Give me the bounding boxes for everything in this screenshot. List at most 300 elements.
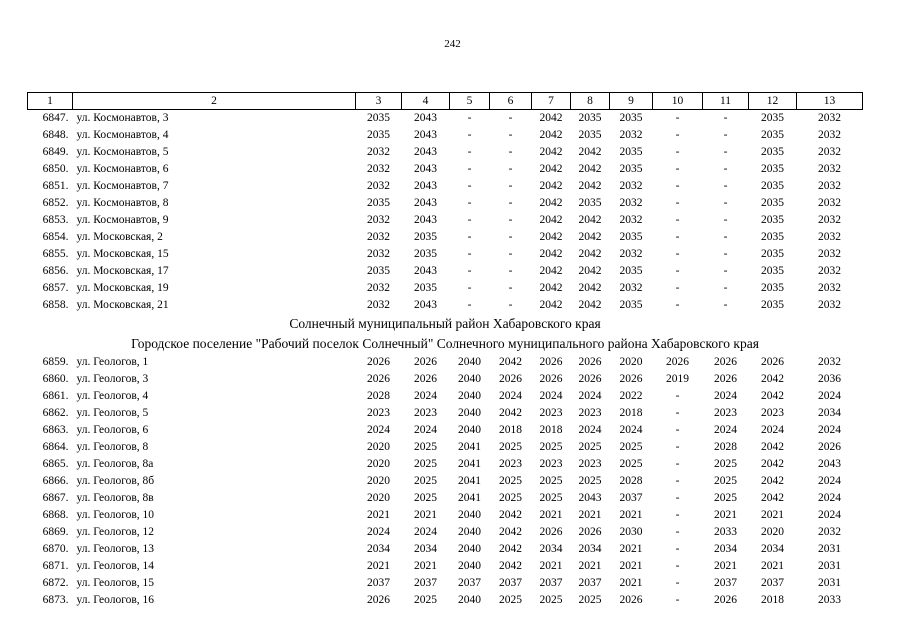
table-row <box>28 354 863 371</box>
header-col-1: 1 <box>28 93 73 110</box>
year-cell: 2036 <box>818 373 841 385</box>
table-row <box>28 592 863 609</box>
row-number: 6859. <box>42 356 69 368</box>
year-cell: 2032 <box>818 112 841 124</box>
header-col-11: 11 <box>703 93 749 110</box>
year-cell: - <box>675 407 680 419</box>
year-cell: 2026 <box>714 594 737 606</box>
year-cell: 2043 <box>414 163 437 175</box>
year-cell: - <box>675 560 680 572</box>
year-cell: 2026 <box>578 356 602 368</box>
table-row <box>28 405 863 422</box>
year-cell: 2031 <box>818 560 841 572</box>
year-cell: 2025 <box>714 492 737 504</box>
year-cell: - <box>675 129 680 141</box>
table-row <box>28 246 863 263</box>
table-row <box>28 371 863 388</box>
year-cell: 2026 <box>761 356 784 368</box>
year-cell: 2035 <box>619 146 643 158</box>
table-body <box>28 110 863 610</box>
year-cell: 2024 <box>818 424 841 436</box>
section-heading-row <box>28 314 863 334</box>
year-cell: 2023 <box>578 458 602 470</box>
year-cell: - <box>508 214 513 226</box>
year-cell: 2032 <box>818 248 841 260</box>
header-col-3: 3 <box>356 93 402 110</box>
year-cell: 2020 <box>367 492 390 504</box>
year-cell: 2032 <box>367 231 390 243</box>
year-cell: 2021 <box>714 509 737 521</box>
year-cell: 2040 <box>458 373 481 385</box>
year-cell: 2024 <box>578 424 602 436</box>
address-cell: ул. Космонавтов, 3 <box>76 112 169 124</box>
year-cell: 2025 <box>714 475 737 487</box>
year-cell: 2042 <box>539 282 563 294</box>
year-cell: 2021 <box>761 509 784 521</box>
year-cell: 2035 <box>414 231 437 243</box>
year-cell: 2037 <box>414 577 437 589</box>
year-cell: 2025 <box>714 458 737 470</box>
year-cell: 2021 <box>367 560 390 572</box>
address-cell: ул. Геологов, 1 <box>76 356 149 368</box>
row-number: 6872. <box>42 577 69 589</box>
year-cell: - <box>675 424 680 436</box>
address-cell: ул. Геологов, 13 <box>76 543 155 555</box>
year-cell: 2042 <box>761 441 784 453</box>
section-heading: Солнечный муниципальный район Хабаровского края <box>289 316 601 331</box>
year-cell: 2025 <box>414 492 437 504</box>
page-number: 242 <box>444 38 461 50</box>
year-cell: 2026 <box>539 356 563 368</box>
year-cell: 2020 <box>367 475 390 487</box>
row-number: 6871. <box>42 560 69 572</box>
year-cell: 2021 <box>367 509 390 521</box>
year-cell: - <box>675 214 680 226</box>
year-cell: 2021 <box>539 509 563 521</box>
year-cell: 2020 <box>367 441 390 453</box>
row-number: 6849. <box>42 146 69 158</box>
row-number: 6853. <box>42 214 69 226</box>
year-cell: - <box>723 146 728 158</box>
header-row <box>28 93 863 110</box>
year-cell: 2042 <box>761 373 784 385</box>
year-cell: 2042 <box>578 180 602 192</box>
year-cell: 2032 <box>619 129 643 141</box>
year-cell: 2028 <box>619 475 643 487</box>
table-row <box>28 212 863 229</box>
row-number: 6856. <box>42 265 69 277</box>
year-cell: 2032 <box>818 299 841 311</box>
year-cell: 2041 <box>458 458 481 470</box>
year-cell: 2024 <box>818 390 841 402</box>
year-cell: 2024 <box>818 492 841 504</box>
year-cell: 2032 <box>818 163 841 175</box>
year-cell: 2040 <box>458 407 481 419</box>
row-number: 6855. <box>42 248 69 260</box>
year-cell: 2041 <box>458 475 481 487</box>
year-cell: 2032 <box>818 231 841 243</box>
year-cell: - <box>723 112 728 124</box>
year-cell: 2032 <box>818 356 841 368</box>
year-cell: 2034 <box>818 407 841 419</box>
address-cell: ул. Московская, 15 <box>76 248 169 260</box>
row-number: 6854. <box>42 231 69 243</box>
year-cell: - <box>467 248 472 260</box>
year-cell: 2042 <box>761 390 784 402</box>
year-cell: 2032 <box>619 248 643 260</box>
year-cell: - <box>508 129 513 141</box>
year-cell: 2033 <box>818 594 841 606</box>
year-cell: 2043 <box>578 492 602 504</box>
year-cell: 2032 <box>818 526 841 538</box>
year-cell: 2043 <box>414 112 437 124</box>
year-cell: 2021 <box>619 577 643 589</box>
year-cell: - <box>508 265 513 277</box>
row-number: 6851. <box>42 180 69 192</box>
table-row <box>28 127 863 144</box>
table-row <box>28 388 863 405</box>
year-cell: - <box>675 299 680 311</box>
year-cell: - <box>467 163 472 175</box>
year-cell: 2024 <box>619 424 643 436</box>
header-col-5: 5 <box>450 93 490 110</box>
year-cell: 2026 <box>414 356 437 368</box>
year-cell: 2032 <box>367 180 390 192</box>
year-cell: 2040 <box>458 509 481 521</box>
address-cell: ул. Геологов, 5 <box>76 407 149 419</box>
table-row <box>28 195 863 212</box>
year-cell: 2037 <box>619 492 643 504</box>
year-cell: 2042 <box>539 112 563 124</box>
header-col-12: 12 <box>749 93 797 110</box>
year-cell: 2032 <box>367 214 390 226</box>
row-number: 6865. <box>42 458 69 470</box>
year-cell: 2031 <box>818 543 841 555</box>
year-cell: 2035 <box>761 146 784 158</box>
year-cell: 2042 <box>539 180 563 192</box>
address-cell: ул. Космонавтов, 4 <box>76 129 169 141</box>
year-cell: 2037 <box>367 577 390 589</box>
year-cell: 2042 <box>539 231 563 243</box>
year-cell: - <box>675 526 680 538</box>
year-cell: 2024 <box>714 390 737 402</box>
year-cell: - <box>723 248 728 260</box>
year-cell: 2043 <box>414 197 437 209</box>
year-cell: 2026 <box>578 526 602 538</box>
row-number: 6868. <box>42 509 69 521</box>
year-cell: 2025 <box>578 594 602 606</box>
year-cell: 2020 <box>367 458 390 470</box>
year-cell: 2018 <box>619 407 643 419</box>
address-cell: ул. Московская, 17 <box>76 265 169 277</box>
address-cell: ул. Геологов, 8в <box>76 492 154 504</box>
year-cell: 2035 <box>414 282 437 294</box>
year-cell: 2023 <box>761 407 784 419</box>
address-cell: ул. Геологов, 8б <box>76 475 155 487</box>
year-cell: 2035 <box>578 112 602 124</box>
year-cell: 2033 <box>714 526 737 538</box>
year-cell: 2024 <box>761 424 784 436</box>
year-cell: 2024 <box>414 526 437 538</box>
address-cell: ул. Космонавтов, 8 <box>76 197 169 209</box>
year-cell: - <box>508 282 513 294</box>
table-row <box>28 541 863 558</box>
address-cell: ул. Московская, 21 <box>76 299 169 311</box>
header-col-6: 6 <box>490 93 532 110</box>
year-cell: 2042 <box>761 492 784 504</box>
header-col-13: 13 <box>797 93 863 110</box>
year-cell: 2043 <box>414 299 437 311</box>
section-heading: Городское поселение "Рабочий поселок Солнечный" Солнечного муниципального района Хабаровского края <box>131 336 759 351</box>
year-cell: 2024 <box>499 390 522 402</box>
year-cell: 2035 <box>761 214 784 226</box>
year-cell: 2037 <box>499 577 522 589</box>
year-cell: 2021 <box>619 509 643 521</box>
year-cell: 2032 <box>818 265 841 277</box>
year-cell: 2032 <box>818 129 841 141</box>
year-cell: 2043 <box>818 458 841 470</box>
table-row <box>28 524 863 541</box>
header-col-2: 2 <box>73 93 356 110</box>
year-cell: - <box>467 112 472 124</box>
year-cell: 2026 <box>714 373 737 385</box>
year-cell: 2035 <box>761 282 784 294</box>
year-cell: - <box>723 299 728 311</box>
year-cell: 2032 <box>818 180 841 192</box>
table-header <box>28 93 863 110</box>
year-cell: 2026 <box>539 373 563 385</box>
year-cell: - <box>723 265 728 277</box>
header-col-7: 7 <box>532 93 571 110</box>
address-cell: ул. Геологов, 12 <box>76 526 155 538</box>
year-cell: 2023 <box>499 458 522 470</box>
year-cell: - <box>723 180 728 192</box>
year-cell: - <box>508 180 513 192</box>
address-cell: ул. Геологов, 16 <box>76 594 155 606</box>
header-col-9: 9 <box>610 93 653 110</box>
year-cell: 2040 <box>458 543 481 555</box>
year-cell: 2035 <box>414 248 437 260</box>
year-cell: 2025 <box>578 475 602 487</box>
address-cell: ул. Геологов, 3 <box>76 373 149 385</box>
year-cell: 2018 <box>539 424 563 436</box>
row-number: 6861. <box>42 390 69 402</box>
year-cell: - <box>675 543 680 555</box>
address-cell: ул. Геологов, 10 <box>76 509 155 521</box>
year-cell: 2042 <box>761 458 784 470</box>
year-cell: - <box>508 163 513 175</box>
year-cell: - <box>508 197 513 209</box>
year-cell: 2025 <box>619 441 643 453</box>
year-cell: 2032 <box>619 282 643 294</box>
year-cell: 2042 <box>499 560 522 572</box>
row-number: 6873. <box>42 594 69 606</box>
year-cell: 2024 <box>578 390 602 402</box>
row-number: 6848. <box>42 129 69 141</box>
year-cell: 2032 <box>619 214 643 226</box>
year-cell: 2024 <box>367 424 390 436</box>
address-cell: ул. Космонавтов, 9 <box>76 214 169 226</box>
year-cell: - <box>467 197 472 209</box>
data-table <box>27 92 863 609</box>
table-row <box>28 263 863 280</box>
year-cell: 2021 <box>414 560 437 572</box>
table-row <box>28 456 863 473</box>
row-number: 6860. <box>42 373 69 385</box>
year-cell: 2025 <box>499 594 522 606</box>
year-cell: 2032 <box>367 299 390 311</box>
year-cell: - <box>675 231 680 243</box>
year-cell: 2035 <box>367 112 390 124</box>
year-cell: - <box>467 231 472 243</box>
year-cell: 2032 <box>619 197 643 209</box>
table-row <box>28 575 863 592</box>
year-cell: 2040 <box>458 356 481 368</box>
address-cell: ул. Геологов, 14 <box>76 560 155 572</box>
row-number: 6858. <box>42 299 69 311</box>
year-cell: - <box>723 129 728 141</box>
year-cell: 2043 <box>414 129 437 141</box>
year-cell: 2032 <box>367 248 390 260</box>
year-cell: 2042 <box>499 407 522 419</box>
row-number: 6870. <box>42 543 69 555</box>
year-cell: 2021 <box>761 560 784 572</box>
year-cell: 2035 <box>578 129 602 141</box>
year-cell: 2018 <box>499 424 522 436</box>
year-cell: 2035 <box>761 231 784 243</box>
year-cell: - <box>675 441 680 453</box>
year-cell: 2035 <box>761 265 784 277</box>
year-cell: 2026 <box>414 373 437 385</box>
year-cell: 2042 <box>578 214 602 226</box>
year-cell: - <box>723 214 728 226</box>
year-cell: 2025 <box>539 475 563 487</box>
year-cell: 2026 <box>619 373 643 385</box>
year-cell: 2042 <box>539 146 563 158</box>
year-cell: 2042 <box>761 475 784 487</box>
year-cell: - <box>675 577 680 589</box>
year-cell: 2028 <box>367 390 390 402</box>
year-cell: 2018 <box>761 594 784 606</box>
header-col-4: 4 <box>402 93 450 110</box>
year-cell: 2042 <box>499 526 522 538</box>
row-number: 6857. <box>42 282 69 294</box>
address-cell: ул. Космонавтов, 6 <box>76 163 169 175</box>
year-cell: - <box>467 282 472 294</box>
table-row <box>28 473 863 490</box>
year-cell: 2024 <box>367 526 390 538</box>
year-cell: 2042 <box>539 248 563 260</box>
address-cell: ул. Геологов, 8а <box>76 458 154 470</box>
year-cell: 2032 <box>367 146 390 158</box>
year-cell: 2023 <box>539 458 563 470</box>
row-number: 6850. <box>42 163 69 175</box>
year-cell: 2035 <box>619 112 643 124</box>
year-cell: 2021 <box>414 509 437 521</box>
year-cell: 2042 <box>578 299 602 311</box>
year-cell: 2034 <box>539 543 563 555</box>
year-cell: 2021 <box>539 560 563 572</box>
year-cell: 2025 <box>499 441 522 453</box>
table-row <box>28 297 863 314</box>
row-number: 6863. <box>42 424 69 436</box>
year-cell: - <box>467 146 472 158</box>
year-cell: 2019 <box>666 373 689 385</box>
year-cell: 2023 <box>714 407 737 419</box>
year-cell: 2042 <box>578 163 602 175</box>
year-cell: 2026 <box>367 594 390 606</box>
year-cell: - <box>723 282 728 294</box>
year-cell: - <box>675 458 680 470</box>
year-cell: - <box>675 163 680 175</box>
year-cell: 2024 <box>414 424 437 436</box>
year-cell: 2034 <box>761 543 784 555</box>
year-cell: 2042 <box>578 282 602 294</box>
year-cell: 2024 <box>714 424 737 436</box>
year-cell: 2042 <box>578 146 602 158</box>
year-cell: 2028 <box>714 441 737 453</box>
year-cell: 2042 <box>539 197 563 209</box>
year-cell: 2026 <box>619 594 643 606</box>
row-number: 6847. <box>42 112 69 124</box>
table-row <box>28 229 863 246</box>
table-row <box>28 422 863 439</box>
year-cell: 2026 <box>499 373 522 385</box>
year-cell: 2042 <box>578 265 602 277</box>
row-number: 6866. <box>42 475 69 487</box>
year-cell: 2032 <box>619 180 643 192</box>
year-cell: 2025 <box>414 458 437 470</box>
year-cell: - <box>467 214 472 226</box>
year-cell: 2026 <box>666 356 689 368</box>
year-cell: 2035 <box>578 197 602 209</box>
year-cell: 2035 <box>619 163 643 175</box>
year-cell: 2034 <box>367 543 390 555</box>
year-cell: - <box>467 180 472 192</box>
table-row <box>28 110 863 128</box>
year-cell: 2025 <box>499 492 522 504</box>
year-cell: 2020 <box>619 356 643 368</box>
year-cell: 2025 <box>414 594 437 606</box>
year-cell: 2026 <box>714 356 737 368</box>
year-cell: 2034 <box>578 543 602 555</box>
year-cell: 2042 <box>539 163 563 175</box>
year-cell: 2035 <box>761 248 784 260</box>
table-row <box>28 558 863 575</box>
year-cell: 2035 <box>761 129 784 141</box>
year-cell: 2021 <box>578 509 602 521</box>
year-cell: 2042 <box>539 129 563 141</box>
year-cell: 2035 <box>367 197 390 209</box>
table-row <box>28 161 863 178</box>
address-cell: ул. Московская, 2 <box>76 231 163 243</box>
year-cell: 2025 <box>539 441 563 453</box>
year-cell: 2025 <box>499 475 522 487</box>
year-cell: - <box>467 129 472 141</box>
year-cell: 2040 <box>458 594 481 606</box>
year-cell: 2023 <box>414 407 437 419</box>
year-cell: - <box>675 492 680 504</box>
year-cell: 2032 <box>818 282 841 294</box>
row-number: 6864. <box>42 441 69 453</box>
year-cell: 2037 <box>458 577 481 589</box>
year-cell: 2040 <box>458 526 481 538</box>
year-cell: 2032 <box>818 214 841 226</box>
year-cell: 2035 <box>761 299 784 311</box>
address-cell: ул. Космонавтов, 5 <box>76 146 169 158</box>
year-cell: - <box>508 231 513 243</box>
year-cell: - <box>675 146 680 158</box>
